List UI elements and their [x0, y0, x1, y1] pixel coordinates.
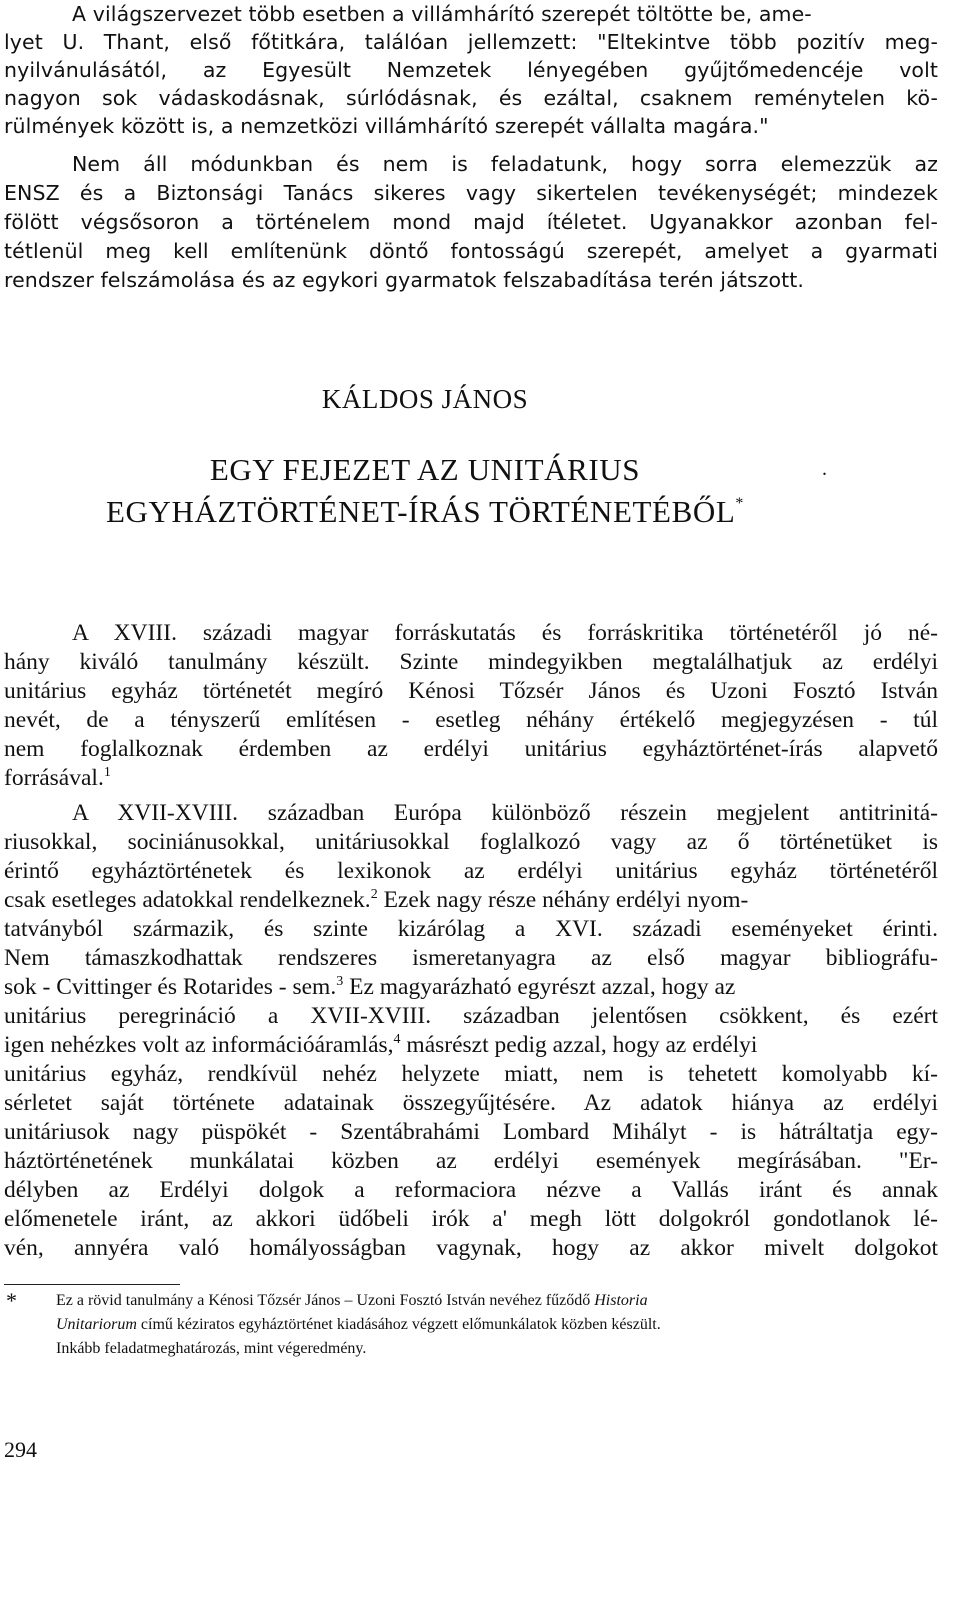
italic-title: Historia — [594, 1292, 648, 1309]
text-line: unitárius egyház, rendkívül nehéz helyzete miatt, nem is tehetett komolyabb kí- — [4, 1061, 938, 1087]
text-line: nyilvánulásától, az Egyesült Nemzetek lényegében gyűjtőmedencéje volt — [4, 58, 938, 82]
text-line: tétlenül meg kell említenünk döntő fontosságú szerepét, amelyet a gyarmati — [4, 239, 938, 263]
text-line — [4, 973, 938, 1001]
footnote-line: Inkább feladatmeghatározás, mint végeredmény. — [56, 1340, 367, 1357]
text-line: érintő egyháztörténetek és lexikonok az erdélyi unitárius egyház történetéről — [4, 858, 938, 884]
stray-mark: . — [822, 458, 827, 480]
text-line: tatványból származik, és szinte kizárólag a XVI. századi eseményeket érinti. — [4, 916, 938, 942]
title-text: EGYHÁZTÖRTÉNET-ÍRÁS TÖRTÉNETÉBŐL — [105, 494, 736, 529]
text-run: másrészt pedig azzal, hogy az erdélyi — [400, 1032, 758, 1058]
article-title-line-1: EGY FEJEZET AZ UNITÁRIUS — [209, 452, 641, 487]
text-line: ENSZ és a Biztonsági Tanács sikeres vagy sikertelen tevékenységét; mindezek — [4, 181, 938, 205]
title-footnote-marker: * — [735, 495, 744, 512]
text-line: rendszer felszámolása és az egykori gyarmatok felszabadítása terén játszott. — [4, 268, 805, 292]
footnote-ref: 2 — [370, 887, 378, 902]
text-line: fölött végsősoron a történelem mond majd ítéletet. Ugyanakkor azonban fel- — [4, 210, 938, 234]
text-line: Nem támaszkodhattak rendszeres ismeretanyagra az első magyar bibliográfu- — [4, 945, 938, 971]
text-run: Ez a rövid tanulmány a Kénosi Tőzsér János – Uzoni Fosztó István nevéhez fűződő — [56, 1292, 595, 1309]
text-line: sérletet saját története adatainak összegyűjtésére. Az adatok hiánya az erdélyi — [4, 1090, 938, 1116]
text-run: Ez magyarázható egyrészt azzal, hogy az — [343, 974, 736, 1000]
text-line: rülmények között is, a nemzetközi villámhárító szerepét vállalta magára." — [4, 114, 769, 138]
text-run: igen nehézkes volt az információáramlás, — [4, 1032, 394, 1058]
footnote-ref: 4 — [393, 1032, 401, 1047]
text-run: forrásával. — [4, 765, 104, 791]
text-run: Ezek nagy része néhány erdélyi nyom- — [377, 887, 749, 913]
text-line: előmenetele iránt, az akkori üdőbeli irók a' megh lött dolgokról gondotlanok lé- — [4, 1206, 938, 1232]
text-line: riusokkal, sociniánusokkal, unitáriusokkal foglalkozó vagy az ő történetüket is — [4, 829, 938, 855]
text-run: című kéziratos egyháztörténet kiadásához végzett előmunkálatok közben készült. — [136, 1316, 661, 1333]
footnote-marker: * — [6, 1288, 17, 1313]
text-line: nagyon sok vádaskodásnak, súrlódásnak, és ezáltal, csaknem reménytelen kö- — [4, 86, 938, 110]
text-line: lyet U. Thant, első főtitkára, találóan jellemzett: "Eltekintve több pozitív meg- — [4, 30, 938, 54]
text-line: Nem áll módunkban és nem is feladatunk, hogy sorra elemezzük az — [72, 152, 938, 176]
text-line: hány kiváló tanulmány készült. Szinte mindegyikben megtalálhatjuk az erdélyi — [4, 649, 938, 675]
text-line: unitárius peregrináció a XVII-XVIII. században jelentősen csökkent, és ezért — [4, 1003, 938, 1029]
text-line: unitáriusok nagy püspökét - Szentábrahámi Lombard Mihályt - is hátráltatja egy- — [4, 1119, 938, 1145]
text-line: unitárius egyház történetét megíró Kénosi Tőzsér János és Uzoni Fosztó István — [4, 678, 938, 704]
text-run: sok - Cvittinger és Rotarides - sem. — [4, 974, 337, 1000]
footnote-divider — [4, 1284, 180, 1285]
footnote-line — [56, 1290, 648, 1312]
text-line — [4, 1031, 938, 1059]
text-line: délyben az Erdélyi dolgok a reformaciora nézve a Vallás iránt és annak — [4, 1177, 938, 1203]
article-title-line-2 — [0, 494, 850, 530]
text-line — [4, 764, 938, 792]
page-number: 294 — [4, 1437, 37, 1462]
text-line: nem foglalkoznak érdemben az erdélyi unitárius egyháztörténet-írás alapvető — [4, 736, 938, 762]
footnote-ref: 3 — [336, 974, 344, 989]
text-line: nevét, de a tényszerű említésen - esetleg néhány értékelő megjegyzésen - túl — [4, 707, 938, 733]
text-line: A világszervezet több esetben a villámhárító szerepét töltötte be, ame- — [72, 2, 812, 26]
italic-title: Unitariorum — [56, 1316, 137, 1333]
text-run: csak esetleges adatokkal rendelkeznek. — [4, 887, 371, 913]
text-line: vén, annyéra való homályosságban vagynak, hogy az akkor mivelt dolgokot — [4, 1235, 938, 1261]
text-line: háztörténetének munkálatai közben az erdélyi események megírásában. "Er- — [4, 1148, 938, 1174]
text-line — [4, 886, 938, 914]
article-author: KÁLDOS JÁNOS — [321, 384, 529, 414]
footnote-ref: 1 — [103, 765, 111, 780]
text-line: A XVIII. századi magyar forráskutatás és forráskritika történetéről jó né- — [72, 620, 938, 646]
footnote-line — [56, 1314, 661, 1336]
text-line: A XVII-XVIII. században Európa különböző részein megjelent antitrinitá- — [72, 800, 938, 826]
